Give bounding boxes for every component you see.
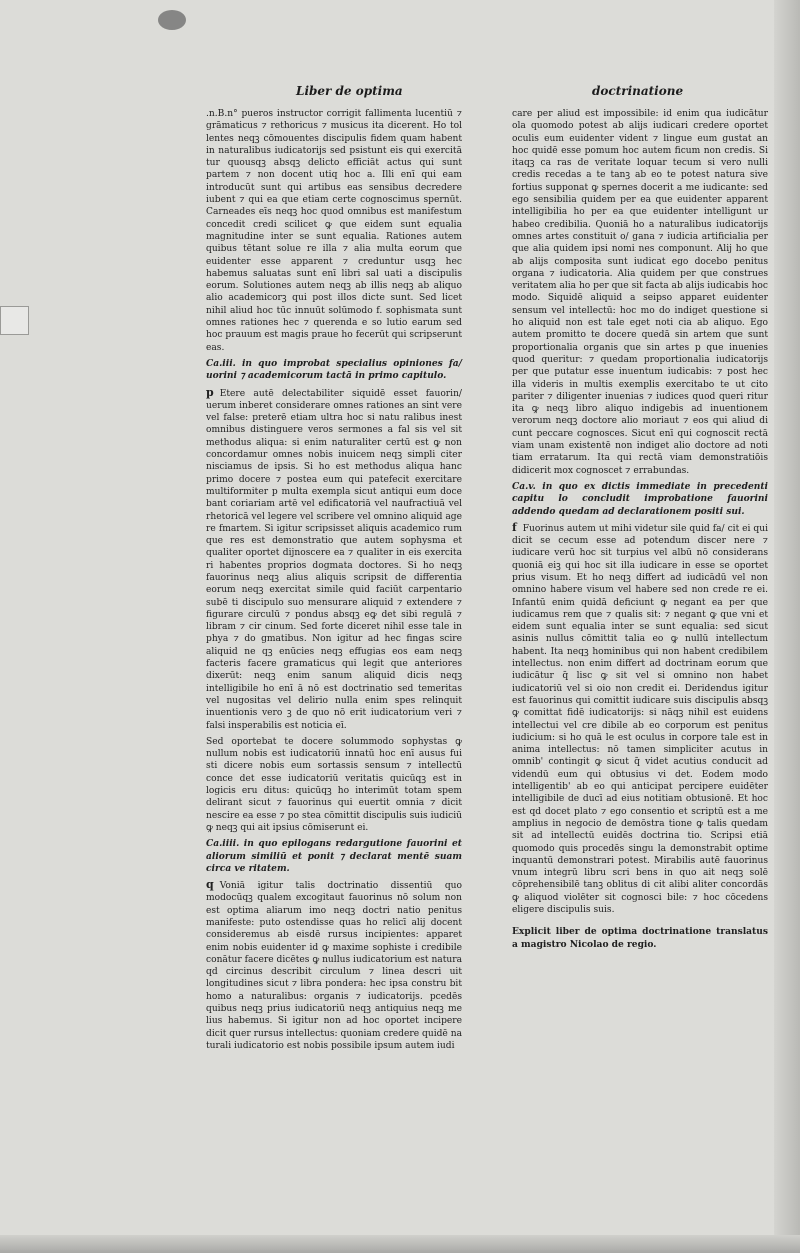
page-edge-shadow: [774, 0, 800, 1253]
ink-stain: [158, 10, 186, 30]
guide-initial: p: [206, 385, 214, 399]
left-text-column: [206, 108, 462, 1056]
paragraph: q Voniā igitur talis doctrinatio dissentiū quo modocūqꝫ qualem excogitaut fauorinus nō solum non est optima aliarum imo neqꝫ doctri natio penitus manifeste: puto ostendisse quas ho relicī alij docent consideremus ab eisdē rursus incipientes: apparet enim nobis euidenter id ꝙ maxime sophiste i credibile conātur facere dicētes ꝙ nullus iudicatorium est natura qd circinus describit circulum ⁊ linea descri uit longitudines sicut ⁊ libra pondera: hec ipsa constru bit homo a naturalibus: organis ⁊ iudicatorijs. pcedēs quibus neqꝫ prius iudicatoriū neqꝫ antiquius neqꝫ me lius habemus. Si igitur non ad hoc oportet incipere dicit quer rursus intellectus: quoniam credere quidē na turali iudicatorio est nobis possibile ipsum autem iudi: [206, 878, 462, 1051]
page-bottom-edge: [0, 1235, 800, 1253]
chapter-heading: Ca.iiii. in quo epilogans redargutione fauorini et aliorum similiū et ponit ⁊ declarat mentē suam circa ve ritatem.: [206, 838, 462, 874]
paragraph: f Fuorinus autem ut mihi videtur sile quid fa/ cit ei qui dicit se cecum esse ad potendum discer nere ⁊ iudicare verū hoc sit turpius vel albū nō considerans quoniā eiꝫ qui hoc sit illa iudicare in esse se oportet prius visum. Et ho neqꝫ differt ad iudicādū vel non omnino habere visum vel habere sed non crede re ei. Infantū enim quidā deficiunt ꝙ negant ea per que iudicamus rem que ⁊ qualis sit: ⁊ negant ꝙ que vni et eidem sunt equalia inter se sunt equalia: sed sicut asinis nullus cōmittit talia eo ꝙ nullū intellectum habent. Ita neqꝫ hominibus qui non habent credibilem intellectus. non enim differt ad doctrinam eorum que iudicātur q̄ lisc ꝙ sit vel si omnino non habet iudicatoriū vel si oio non credit ei. Deridendus igitur est fauorinus qui comittit iudicare suis discipulis absqꝫ ꝙ comittat fidē iudicatorijs: si nāqꝫ nihil est euidens intellectui vel cre dibile ab eo corporum est penitus iudicium: si ho quā le est oculus in corpore tale est in anima intellectus: nō tamen simpliciter acutus in omnib' contingit ꝙ sicut q̄ videt acutius conducit ad videndū eum qui obtusius vi det. Eodem modo intelligentib' ab eo qui anticipat percipere euidēter intelligibile de ducī ad eius notitiam obtusionē. Et hoc est qd docet plato ⁊ ego consentio et scriptū est a me amplius in negocio de demōstra tione ꝙ talis quedam sit ad intellectū euidēs doctrina tio. Scripsi etiā quomodo quis procedēs singu la demonstrabit optime inquantū demonstrari potest. Mirabilis autē fauorinus vnum integrū libru scri bens in quo ait neqꝫ solē cōprehensibilē tanꝫ oblitus di cit alibi aliter concordās ꝙ aliquod violēter sit cognosci bile: ⁊ hoc cōcedens eligere discipulis suis.: [512, 520, 768, 915]
paragraph: Sed oportebat te docere solummodo sophystas ꝙ nullum nobis est iudicatoriū innatū hoc enī ausus fui sti dicere nobis eum sortassis sensum ⁊ intellectū conce det esse iudicatoriū veritatis quicūqꝫ est in logicis eru ditus: quicūqꝫ ho interimūt totam spem delirant sicut ⁊ fauorinus qui euertit omnia ⁊ dicit nescire ea esse ⁊ po stea cōmittit discipulis suis iudiciū ꝙ neqꝫ qui ait ipsius cōmiserunt ei.: [206, 736, 462, 833]
guide-initial: f: [512, 520, 517, 534]
chapter-heading: Ca.v. in quo ex dictis immediate in precedenti capitu lo concludit improbatione fauorini addendo quedam ad declarationem positi sui.: [512, 480, 768, 517]
explicit-colophon: Explicit liber de optima doctrinatione translatus a magistro Nicolao de regio.: [512, 926, 768, 950]
running-header-left: Liber de optima: [296, 84, 403, 98]
running-header-right: doctrinatione: [592, 84, 684, 98]
paragraph: care per aliud est impossibile: id enim qua iudicātur ola quomodo potest ab alijs iudicari credere oportet oculis eum euidenter vident ⁊ lingue eum gustat an hoc quidē esse pomum hoc autem ficum non credis. Si itaqꝫ ca ras de veritate loquar tecum si vero nulli credis recedas a te tanꝫ ab eo te potest natura sive fortius supponat ꝙ spernes docerit a me iudicante: sed ego sensibilia quidem per ea que euidenter apparent intelligibilia ho per ea que euidenter intelligunt ur habeo credibilia. Quoniā ho a naturalibus iudicatorijs omnes artes constituit o/ gana ⁊ iudicia artificialia per que alia quidem ipsi nomi nes componunt. Alij ho que ab alijs composita sunt iudicat ego docebo penitus organa ⁊ iudicatoria. Alia quidem per que construes veritatem alia ho per que sit facta ab alijs iudicabis hoc modo. Siquidē aliquid a seipso apparet euidenter sensum vel intellectū: hoc mo do indiget questione si ho aliquid non est tale eget noti cia ab aliquo. Ego autem promitto te docere quedā sin artem que sunt proportionalia organis que sin artes p que inuenies quod queritur: ⁊ quedam proportionalia iudicatorijs per que putatur esse inuentum iudicabis: ⁊ post hec illa videris in multis exemplis exercitabo te ut cito pariter ⁊ diligenter inuenias ⁊ iudices quod queri ritur ita ꝙ neqꝫ libro aliquo indigebis ad inuentionem verorum neqꝫ doctore alio moriaut ⁊ eos qui aliud di cunt peccare cognosces. Sicut enī qui cognoscit rectā viam unam existentē non indiget alio doctore ad noti tiam erratarum. Ita qui rectā viam demonstratiōis didicerit mox cognoscet ⁊ errabundas.: [512, 109, 769, 476]
page-tab-marker: [0, 306, 29, 335]
guide-initial: q: [206, 878, 214, 892]
paragraph: p Etere autē delectabiliter siquidē esset fauorin/ uerum inberet considerare omnes rationes an sint vere vel false: preterē etiam ultra hoc si natu ralibus inest omnibus distinguere veros sermones a fal sis vel sit methodus aliqua: si enim naturaliter certū est ꝙ non concordamur omnes nobis inuicem neqꝫ simpli citer nisciamus de ipsis. Si ho est methodus aliqua hanc primo docere ⁊ postea eum qui patefecit exercitare multiformiter p multa exempla sicut antiqui eum doce bant coriariam artē vel edificatoriā vel naufractiuā vel rhetoricā vel legere vel scribere vel omnino aliquid age re fmartem. Si igitur scripsisset aliquis academico rum que res est demonstratio que autem sophysma et qualiter oportet dijnoscere ea ⁊ qualiter in eis exercita ri habentes proprios dogmata doctores. Si ho neqꝫ fauorinus neqꝫ alius aliquis scripsit de differentia eorum neqꝫ exercitat simile quid faciūt carpentario subē ti discipulo suo mensurare aliquid ⁊ extendere ⁊ figurare circulū ⁊ pondus absqꝫ eꝙ det sibi regulā ⁊ libram ⁊ cir cinum. Sed forte diceret nihil esse tale in phya ⁊ do gmatibus. Non igitur ad hec fingas scire aliquid ne qꝫ enūcies neqꝫ effugias eos eam neqꝫ facteris facere gramaticus qui legit que anteriores dixerūt: neqꝫ enim sanum aliquid dicis neqꝫ intelligibile ho enī ā nō est doctrinatio sed temeritas vel nugositas vel delirio nulla enim spes relinquit inuentionis vero ꝫ de quo nō erit iudicatorium veri ⁊ falsi insperabilis est noticia eī.: [206, 385, 462, 731]
chapter-heading: Ca.iii. in quo improbat specialius opiniones fa/ uorini ⁊ academicorum tactā in primo capitulo.: [206, 357, 462, 382]
right-text-column: [512, 108, 768, 955]
paragraph: .n.B.n° pueros instructor corrigit fallimenta lucentiū ⁊ grāmaticus ⁊ rethoricus ⁊ musicus ita dicerent. Ho tol lentes neqꝫ cōmouentes discipulis fidem quam habent in naturalibus iudicatorijs sed psistunt eis qui exercitā tur quousqꝫ absqꝫ delicto efficiāt actus qui sunt partem ⁊ non docent utiq hoc a. Illi enī qui eam introducūt sunt qui artibus eas sensibus decredere iubent ⁊ qui ea que etiam certe cognoscimus spernūt. Carneades eīs neqꝫ hoc quod omnibus est manifestum concedit credi scilicet ꝙ que eidem sunt equalia magnitudine inter se sunt equalia. Rationes autem quibus tētant solue re illa ⁊ alia multa eorum que euidenter esse apparent ⁊ creduntur usqꝫ hec habemus saluatas sunt enī libri sal uati a discipulis eorum. Solutiones autem neqꝫ ab illis neqꝫ ab aliquo alio academicorꝫ qui post illos dicte sunt. Sed licet nihil aliud hoc tūc innuūt solūmodo f. sophismata sunt omnes rationes hec ⁊ querenda e so lutio earum sed hoc prauum est magis praue ho fecerūt qui scripserunt eas.: [206, 109, 462, 353]
